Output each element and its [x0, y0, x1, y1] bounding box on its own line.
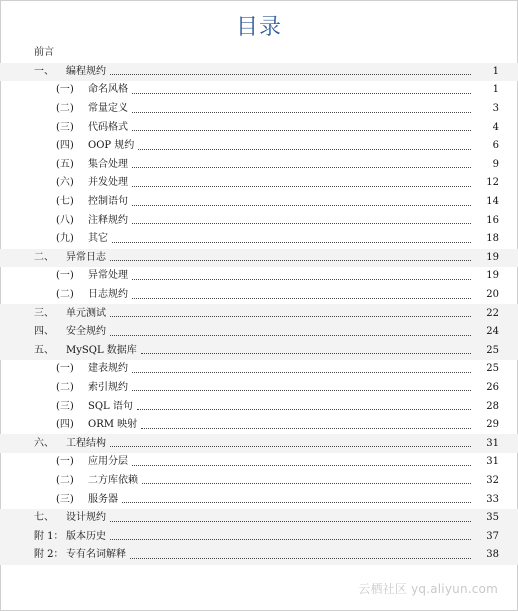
toc-entry[interactable]: [0, 416, 518, 435]
toc-entry-page-number: 38: [486, 549, 499, 561]
toc-entry[interactable]: [0, 546, 518, 565]
dot-leader: [142, 483, 471, 484]
toc-entry-text: 编程规约: [66, 65, 106, 77]
toc-entry-text: 工程结构: [66, 437, 106, 449]
toc-entry-page-number: 25: [486, 344, 499, 356]
dot-leader: [141, 428, 471, 429]
dot-leader: [110, 260, 471, 261]
watermark: 云栖社区 yq.aliyun.com: [358, 582, 498, 596]
toc-entry-page-number: 6: [492, 140, 499, 152]
toc-entry[interactable]: [0, 63, 518, 82]
toc-entry[interactable]: [0, 156, 518, 175]
table-of-contents: [0, 44, 518, 565]
toc-entry[interactable]: [0, 360, 518, 379]
dot-leader: [132, 186, 471, 187]
toc-entry[interactable]: [0, 434, 518, 453]
toc-entry[interactable]: [0, 342, 518, 361]
dot-leader: [132, 130, 471, 131]
toc-entry[interactable]: [0, 472, 518, 491]
toc-entry[interactable]: [0, 379, 518, 398]
toc-entry-number: (四): [56, 419, 74, 431]
toc-entry-text: 服务器: [88, 493, 118, 505]
toc-entry-page-number: 3: [492, 103, 499, 115]
toc-entry[interactable]: [0, 249, 518, 268]
dot-leader: [132, 465, 471, 466]
toc-entry[interactable]: [0, 527, 518, 546]
toc-entry-number: 五、: [34, 344, 54, 356]
toc-entry-text: 应用分层: [88, 456, 128, 468]
dot-leader: [138, 149, 471, 150]
toc-entry-text: SQL 语句: [88, 400, 133, 412]
toc-entry-page-number: 9: [492, 158, 499, 170]
toc-entry-text: 版本历史: [66, 530, 106, 542]
toc-entry[interactable]: [0, 397, 518, 416]
toc-entry[interactable]: [0, 211, 518, 230]
toc-entry-number: 一、: [34, 65, 54, 77]
dot-leader: [110, 521, 471, 522]
toc-entry-number: (三): [56, 121, 74, 133]
toc-entry-number: (四): [56, 140, 74, 152]
toc-entry-number: 六、: [34, 437, 54, 449]
toc-entry-number: (二): [56, 103, 74, 115]
toc-entry[interactable]: [0, 509, 518, 528]
toc-entry-text: 并发处理: [88, 177, 128, 189]
toc-entry-number: (一): [56, 84, 74, 96]
toc-entry-page-number: 1: [492, 65, 499, 77]
toc-entry-text: 日志规约: [88, 289, 128, 301]
toc-entry-page-number: 16: [486, 214, 499, 226]
toc-entry-number: (五): [56, 158, 74, 170]
toc-entry-text: 设计规约: [66, 512, 106, 524]
toc-entry-number: (三): [56, 400, 74, 412]
toc-entry-number: 附 1：: [34, 530, 64, 542]
toc-entry-text: 异常处理: [88, 270, 128, 282]
toc-entry-page-number: 35: [486, 512, 499, 524]
toc-entry-page-number: 37: [486, 530, 499, 542]
dot-leader: [132, 167, 471, 168]
toc-entry-number: (一): [56, 270, 74, 282]
toc-entry-number: 七、: [34, 512, 54, 524]
toc-entry[interactable]: [0, 118, 518, 137]
toc-entry-page-number: 4: [492, 121, 499, 133]
toc-entry-page-number: 31: [486, 456, 499, 468]
dot-leader: [132, 279, 471, 280]
toc-entry-text: 建表规约: [88, 363, 128, 375]
toc-entry-page-number: 20: [486, 289, 499, 301]
toc-entry-page-number: 31: [486, 437, 499, 449]
toc-entry-page-number: 18: [486, 233, 499, 245]
toc-entry-text: 前言: [34, 47, 54, 59]
toc-entry[interactable]: [0, 230, 518, 249]
dot-leader: [112, 242, 471, 243]
toc-entry-page-number: 28: [486, 400, 499, 412]
toc-entry[interactable]: [0, 490, 518, 509]
toc-entry-number: (二): [56, 381, 74, 393]
toc-entry-page-number: 19: [486, 270, 499, 282]
toc-entry[interactable]: [0, 453, 518, 472]
toc-entry-number: (二): [56, 289, 74, 301]
toc-entry-text: 索引规约: [88, 381, 128, 393]
dot-leader: [110, 335, 471, 336]
dot-leader: [132, 390, 471, 391]
toc-entry-text: 其它: [88, 233, 108, 245]
toc-entry[interactable]: [0, 267, 518, 286]
dot-leader: [132, 372, 471, 373]
toc-entry[interactable]: [0, 323, 518, 342]
toc-entry[interactable]: [0, 286, 518, 305]
toc-entry-page-number: 12: [486, 177, 499, 189]
toc-title: 目录: [235, 15, 282, 40]
toc-entry-text: 安全规约: [66, 326, 106, 338]
dot-leader: [132, 93, 471, 94]
toc-entry-text: 专有名词解释: [66, 549, 126, 561]
dot-leader: [130, 558, 471, 559]
toc-entry-number: (二): [56, 474, 74, 486]
toc-entry-text: 命名风格: [88, 84, 128, 96]
dot-leader: [132, 205, 471, 206]
toc-entry[interactable]: [0, 174, 518, 193]
toc-entry-page-number: 14: [486, 196, 499, 208]
toc-entry[interactable]: [0, 81, 518, 100]
toc-entry-number: (一): [56, 363, 74, 375]
toc-entry[interactable]: [0, 193, 518, 212]
dot-leader: [132, 112, 471, 113]
dot-leader: [110, 316, 471, 317]
dot-leader: [122, 502, 471, 503]
toc-entry-number: 四、: [34, 326, 54, 338]
toc-entry-page-number: 22: [486, 307, 499, 319]
toc-entry-text: 注释规约: [88, 214, 128, 226]
toc-entry-preface[interactable]: [0, 44, 518, 63]
toc-entry-number: (九): [56, 233, 74, 245]
toc-entry-text: 异常日志: [66, 251, 106, 263]
toc-entry-number: (八): [56, 214, 74, 226]
toc-entry-text: ORM 映射: [88, 419, 138, 431]
toc-entry-number: (六): [56, 177, 74, 189]
toc-entry-number: (三): [56, 493, 74, 505]
toc-entry[interactable]: [0, 304, 518, 323]
toc-entry-page-number: 29: [486, 419, 499, 431]
toc-entry-text: 常量定义: [88, 103, 128, 115]
dot-leader: [110, 446, 471, 447]
dot-leader: [110, 74, 471, 75]
toc-entry-text: MySQL 数据库: [66, 344, 137, 356]
dot-leader: [137, 409, 471, 410]
toc-entry-number: 三、: [34, 307, 54, 319]
toc-entry-page-number: 25: [486, 363, 499, 375]
toc-entry-text: 代码格式: [88, 121, 128, 133]
toc-entry-page-number: 1: [492, 84, 499, 96]
toc-entry-page-number: 33: [486, 493, 499, 505]
toc-entry-text: OOP 规约: [88, 140, 135, 152]
toc-entry-number: 二、: [34, 251, 54, 263]
toc-entry-text: 集合处理: [88, 158, 128, 170]
toc-entry-page-number: 19: [486, 251, 499, 263]
dot-leader: [132, 223, 471, 224]
toc-entry-number: (一): [56, 456, 74, 468]
toc-entry[interactable]: [0, 137, 518, 156]
toc-entry[interactable]: [0, 100, 518, 119]
toc-entry-text: 单元测试: [66, 307, 106, 319]
toc-entry-text: 二方库依赖: [88, 474, 138, 486]
dot-leader: [141, 353, 471, 354]
dot-leader: [132, 298, 471, 299]
toc-entry-number: (七): [56, 196, 74, 208]
toc-entry-page-number: 26: [486, 381, 499, 393]
toc-entry-page-number: 32: [486, 474, 499, 486]
toc-entry-page-number: 24: [486, 326, 499, 338]
dot-leader: [110, 539, 471, 540]
toc-entry-text: 控制语句: [88, 196, 128, 208]
toc-entry-number: 附 2：: [34, 549, 64, 561]
